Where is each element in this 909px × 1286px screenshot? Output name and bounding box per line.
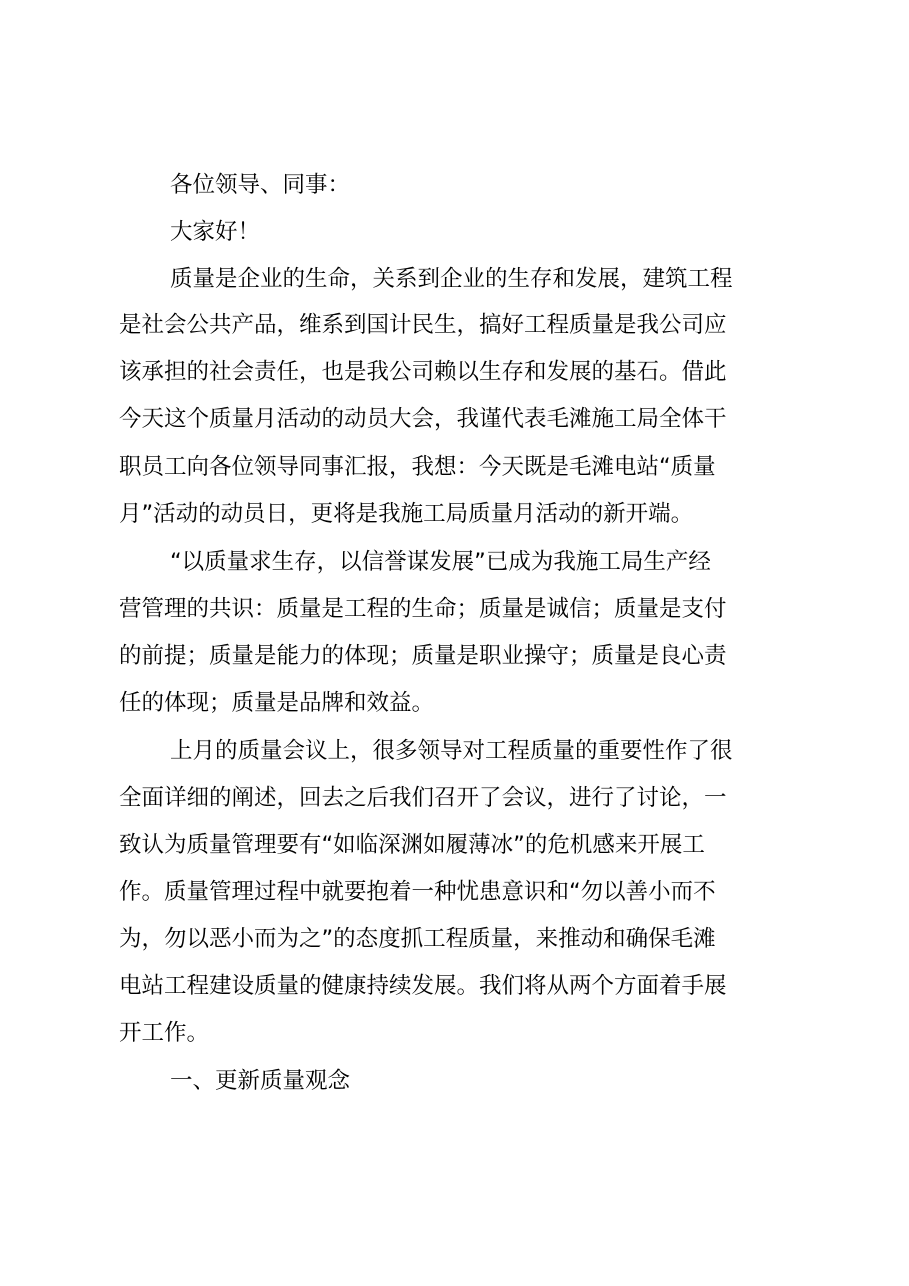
salutation: 各位领导、同事：	[170, 172, 351, 198]
paragraph-line: 电站工程建设质量的健康持续发展。我们将从两个方面着手展	[119, 973, 727, 999]
paragraph-line: 的前提；质量是能力的体现；质量是职业操守；质量是良心责	[119, 643, 727, 669]
paragraph-line: 作。质量管理过程中就要抱着一种忧患意识和“勿以善小而不	[119, 879, 716, 905]
paragraph-line: 今天这个质量月活动的动员大会，我谨代表毛滩施工局全体干	[119, 406, 727, 432]
paragraph-line: 质量是企业的生命，关系到企业的生存和发展，建筑工程	[170, 266, 733, 292]
greeting: 大家好！	[170, 219, 261, 245]
paragraph-line: 该承担的社会责任，也是我公司赖以生存和发展的基石。借此	[119, 359, 727, 385]
paragraph-line: “以质量求生存，以信誉谋发展”已成为我施工局生产经	[170, 549, 711, 575]
paragraph-line: 月”活动的动员日，更将是我施工局质量月活动的新开端。	[119, 501, 694, 527]
paragraph-line: 职员工向各位领导同事汇报，我想：今天既是毛滩电站“质量	[119, 454, 716, 480]
paragraph-line: 致认为质量管理要有“如临深渊如履薄冰”的危机感来开展工	[119, 832, 705, 858]
paragraph-line: 是社会公共产品，维系到国计民生，搞好工程质量是我公司应	[119, 312, 727, 338]
paragraph-line: 上月的质量会议上，很多领导对工程质量的重要性作了很	[170, 738, 733, 764]
paragraph-line: 营管理的共识：质量是工程的生命；质量是诚信；质量是支付	[119, 596, 727, 622]
paragraph-line: 全面详细的阐述，回去之后我们召开了会议，进行了讨论，一	[119, 785, 727, 811]
section-heading: 一、更新质量观念	[170, 1068, 351, 1094]
paragraph-line: 为，勿以恶小而为之”的态度抓工程质量，来推动和确保毛滩	[119, 926, 716, 952]
paragraph-line: 任的体现；质量是品牌和效益。	[119, 690, 435, 716]
paragraph-line: 开工作。	[119, 1020, 210, 1046]
